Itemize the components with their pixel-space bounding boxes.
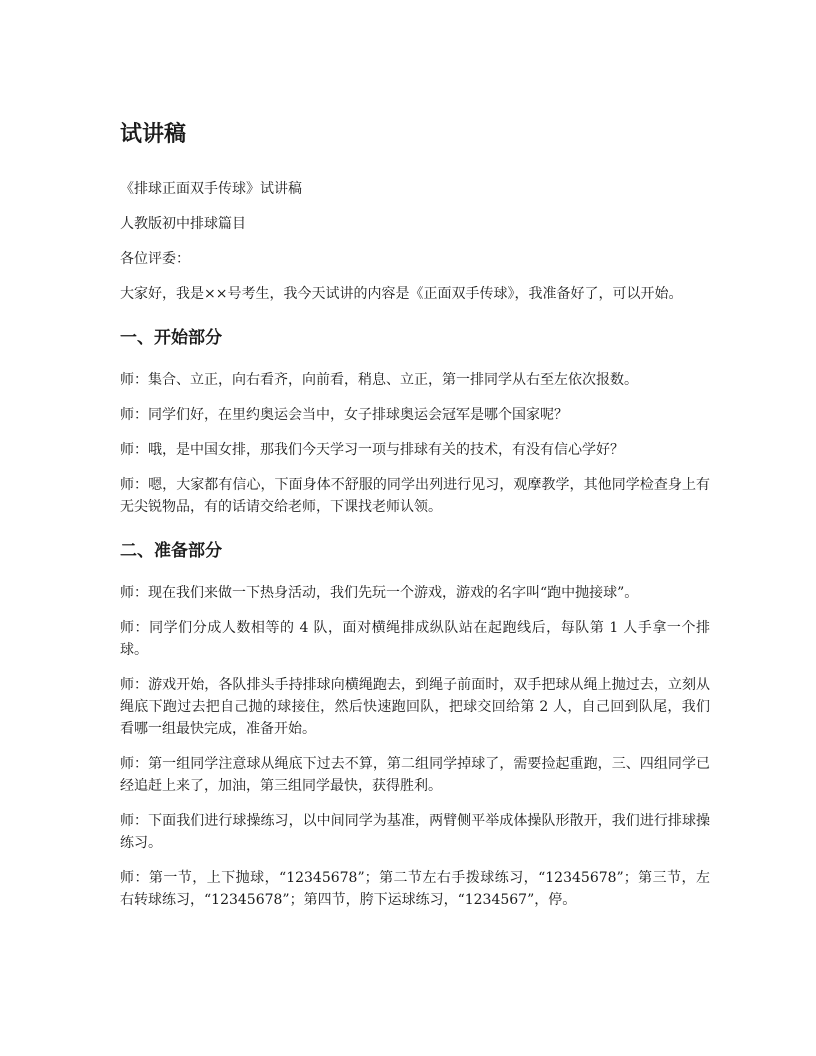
- section-heading-warmup: 二、准备部分: [120, 541, 222, 561]
- section-heading-start: 一、开始部分: [120, 328, 222, 348]
- paragraph: 师：同学们好，在里约奥运会当中，女子排球奥运会冠军是哪个国家呢？: [120, 407, 568, 423]
- paragraph: 师：第一组同学注意球从绳底下过去不算，第二组同学掉球了，需要捡起重跑，三、四组同学已经追赶上来了，加油，第三组同学最快，获得胜利。: [120, 756, 710, 794]
- textbook-source: 人教版初中排球篇目: [120, 216, 246, 232]
- paragraph: 师：同学们分成人数相等的 4 队，面对横绳排成纵队站在起跑线后，每队第 1 人手拿一个排球。: [120, 620, 710, 658]
- paragraph: 师：现在我们来做一下热身活动，我们先玩一个游戏，游戏的名字叫“跑中抛接球”。: [120, 585, 639, 601]
- paragraph: 师：哦，是中国女排，那我们今天学习一项与排球有关的技术，有没有信心学好？: [120, 442, 624, 458]
- paragraph: 师：集合、立正，向右看齐，向前看，稍息、立正，第一排同学从右至左依次报数。: [120, 372, 638, 388]
- paragraph: 师：第一节，上下抛球，“12345678”；第二节左右手拨球练习，“12345678”；第三节，左右转球练习，“12345678”；第四节，胯下运球练习，“1234567”，停。: [120, 870, 710, 908]
- paragraph: 师：下面我们进行球操练习，以中间同学为基准，两臂侧平举成体操队形散开，我们进行排球操练习。: [120, 813, 710, 851]
- salutation: 各位评委：: [120, 251, 190, 267]
- document-title: 试讲稿: [120, 122, 187, 147]
- paragraph: 师：游戏开始，各队排头手持排球向横绳跑去，到绳子前面时，双手把球从绳上抛过去，立刻从绳底下跑过去把自己抛的球接住，然后快速跑回队，把球交回给第 2 人，自己回到队尾，我们看哪一组最快完成，准备开始。: [120, 677, 710, 737]
- paragraph: 师：嗯，大家都有信心，下面身体不舒服的同学出列进行见习，观摩教学，其他同学检查身上有无尖锐物品，有的话请交给老师，下课找老师认领。: [120, 477, 710, 515]
- lesson-title: 《排球正面双手传球》试讲稿: [120, 181, 302, 197]
- opening-paragraph: 大家好，我是××号考生，我今天试讲的内容是《正面双手传球》，我准备好了，可以开始。: [120, 286, 683, 302]
- document-page: [120, 118, 710, 924]
